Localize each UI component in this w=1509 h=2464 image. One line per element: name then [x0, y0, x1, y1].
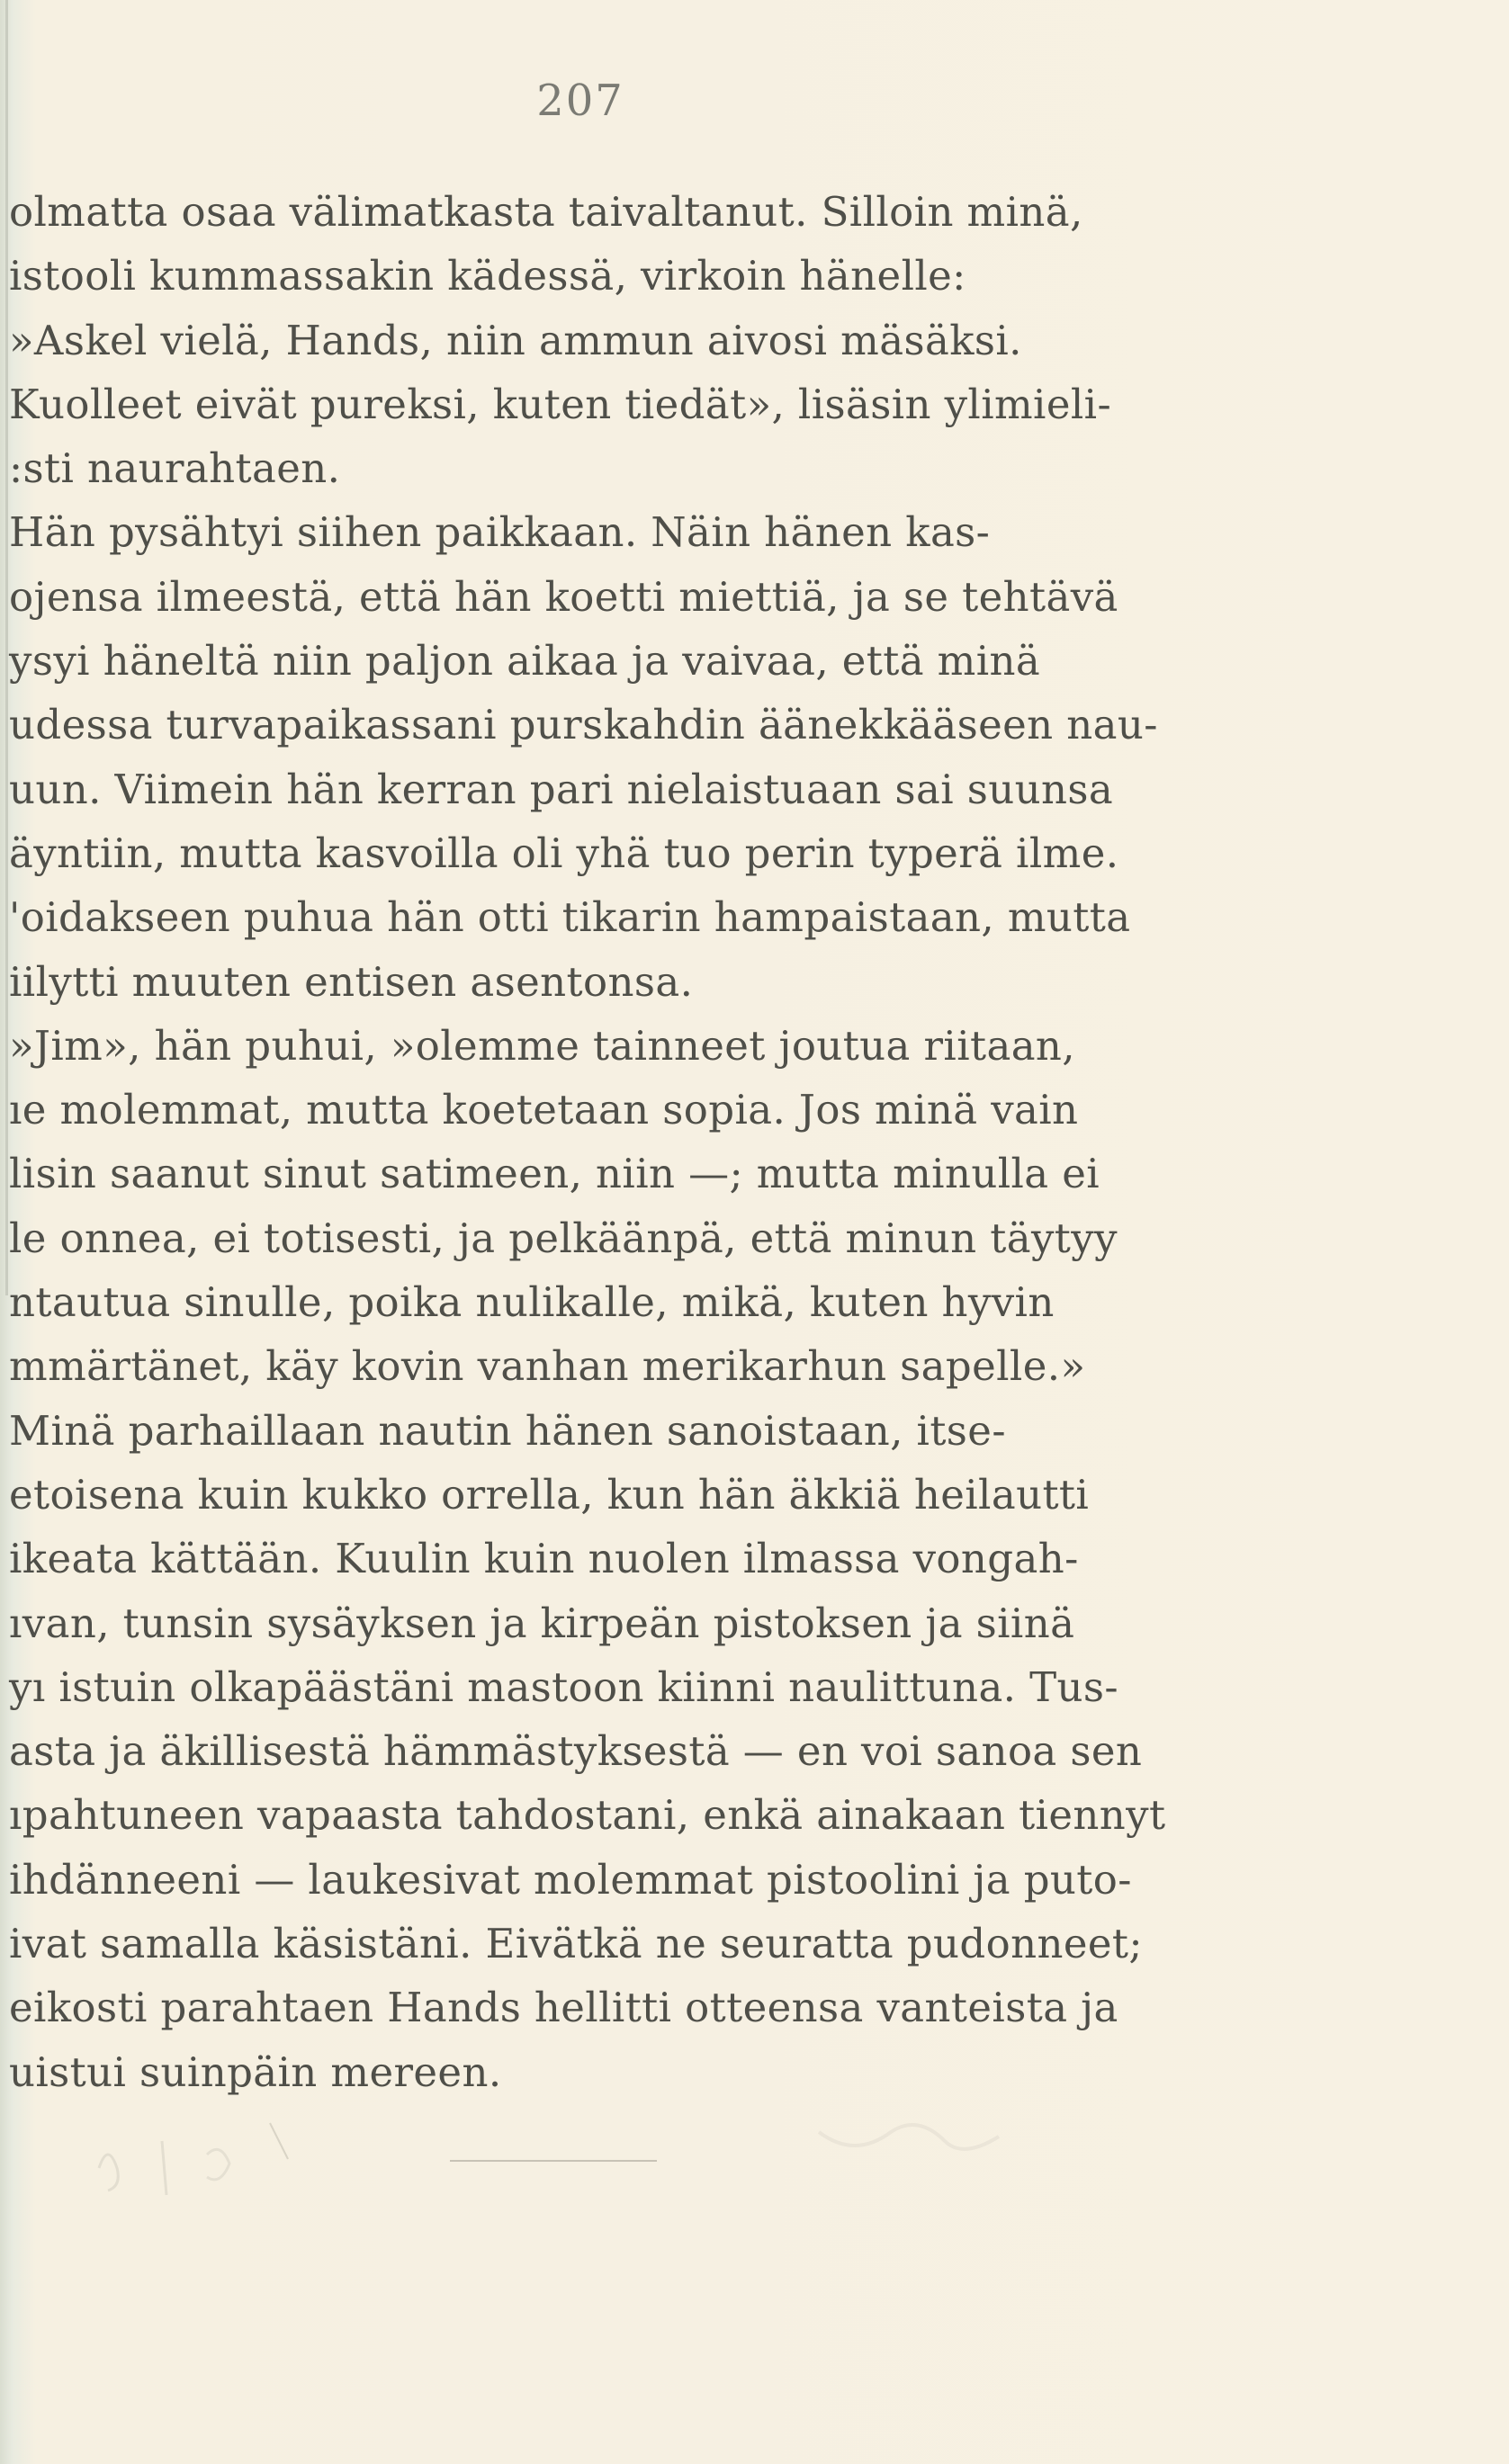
- text-line: lisin saanut sinut satimeen, niin —; mutta minulla ei: [9, 1150, 1100, 1198]
- text-line: le onnea, ei totisesti, ja pelkäänpä, että minun täytyy: [9, 1214, 1118, 1262]
- text-line: eikosti parahtaen Hands hellitti otteensa vanteista ja: [9, 1984, 1118, 2032]
- text-line: asta ja äkillisestä hämmästyksestä — en voi sanoa sen: [9, 1727, 1143, 1776]
- text-line: ntautua sinulle, poika nulikalle, mikä, kuten hyvin: [9, 1278, 1055, 1327]
- text-line: »Askel vielä, Hands, niin ammun aivosi mäsäksi.: [9, 316, 1022, 364]
- text-line: ojensa ilmeestä, että hän koetti miettiä, ja se tehtävä: [9, 572, 1118, 621]
- text-line: ıpahtuneen vapaasta tahdostani, enkä ainakaan tiennyt: [9, 1791, 1166, 1840]
- text-line: uun. Viimein hän kerran pari nielaistuaan sai suunsa: [9, 765, 1114, 813]
- text-line: udessa turvapaikassani purskahdin äänekkääseen nau-: [9, 701, 1158, 749]
- text-line: yı istuin olkapäästäni mastoon kiinni naulittuna. Tus-: [9, 1662, 1118, 1711]
- text-line: olmatta osaa välimatkasta taivaltanut. Silloin minä,: [9, 188, 1083, 236]
- text-line: ıvan, tunsin sysäyksen ja kirpeän pistoksen ja siinä: [9, 1599, 1075, 1647]
- text-line: ihdänneeni — laukesivat molemmat pistoolini ja puto-: [9, 1855, 1132, 1904]
- text-line: :sti naurahtaen.: [9, 444, 341, 493]
- text-line: istooli kummassakin kädessä, virkoin hänelle:: [9, 252, 966, 300]
- binding-gutter: [5, 0, 8, 1295]
- text-line: Kuolleet eivät pureksi, kuten tiedät», lisäsin ylimieli-: [9, 380, 1112, 428]
- text-line: ikeata kättään. Kuulin kuin nuolen ilmassa vongah-: [9, 1535, 1079, 1583]
- text-line: äyntiin, mutta kasvoilla oli yhä tuo perin typerä ilme.: [9, 829, 1119, 877]
- text-line: ıe molemmat, mutta koetetaan sopia. Jos minä vain: [9, 1086, 1079, 1134]
- text-line: iilytti muuten entisen asentonsa.: [9, 957, 694, 1006]
- page-number: 207: [536, 76, 624, 126]
- text-line: »Jim», hän puhui, »olemme tainneet joutua riitaan,: [9, 1021, 1076, 1070]
- text-line: ivat samalla käsistäni. Eivätkä ne seuratta pudonneet;: [9, 1920, 1143, 1968]
- text-line: mmärtänet, käy kovin vanhan merikarhun sapelle.»: [9, 1342, 1086, 1391]
- text-line: Minä parhaillaan nautin hänen sanoistaan, itse-: [9, 1406, 1006, 1455]
- text-line: uistui suinpäin mereen.: [9, 2047, 502, 2096]
- text-line: etoisena kuin kukko orrella, kun hän äkkiä heilautti: [9, 1470, 1090, 1519]
- text-line: 'oidakseen puhua hän otti tikarin hampaistaan, mutta: [9, 893, 1131, 942]
- faint-pencil-marks: [81, 2105, 1071, 2231]
- body-text: [9, 180, 1197, 2104]
- text-line: Hän pysähtyi siihen paikkaan. Näin hänen kas-: [9, 508, 991, 557]
- text-line: ysyi häneltä niin paljon aikaa ja vaivaa, että minä: [9, 637, 1041, 685]
